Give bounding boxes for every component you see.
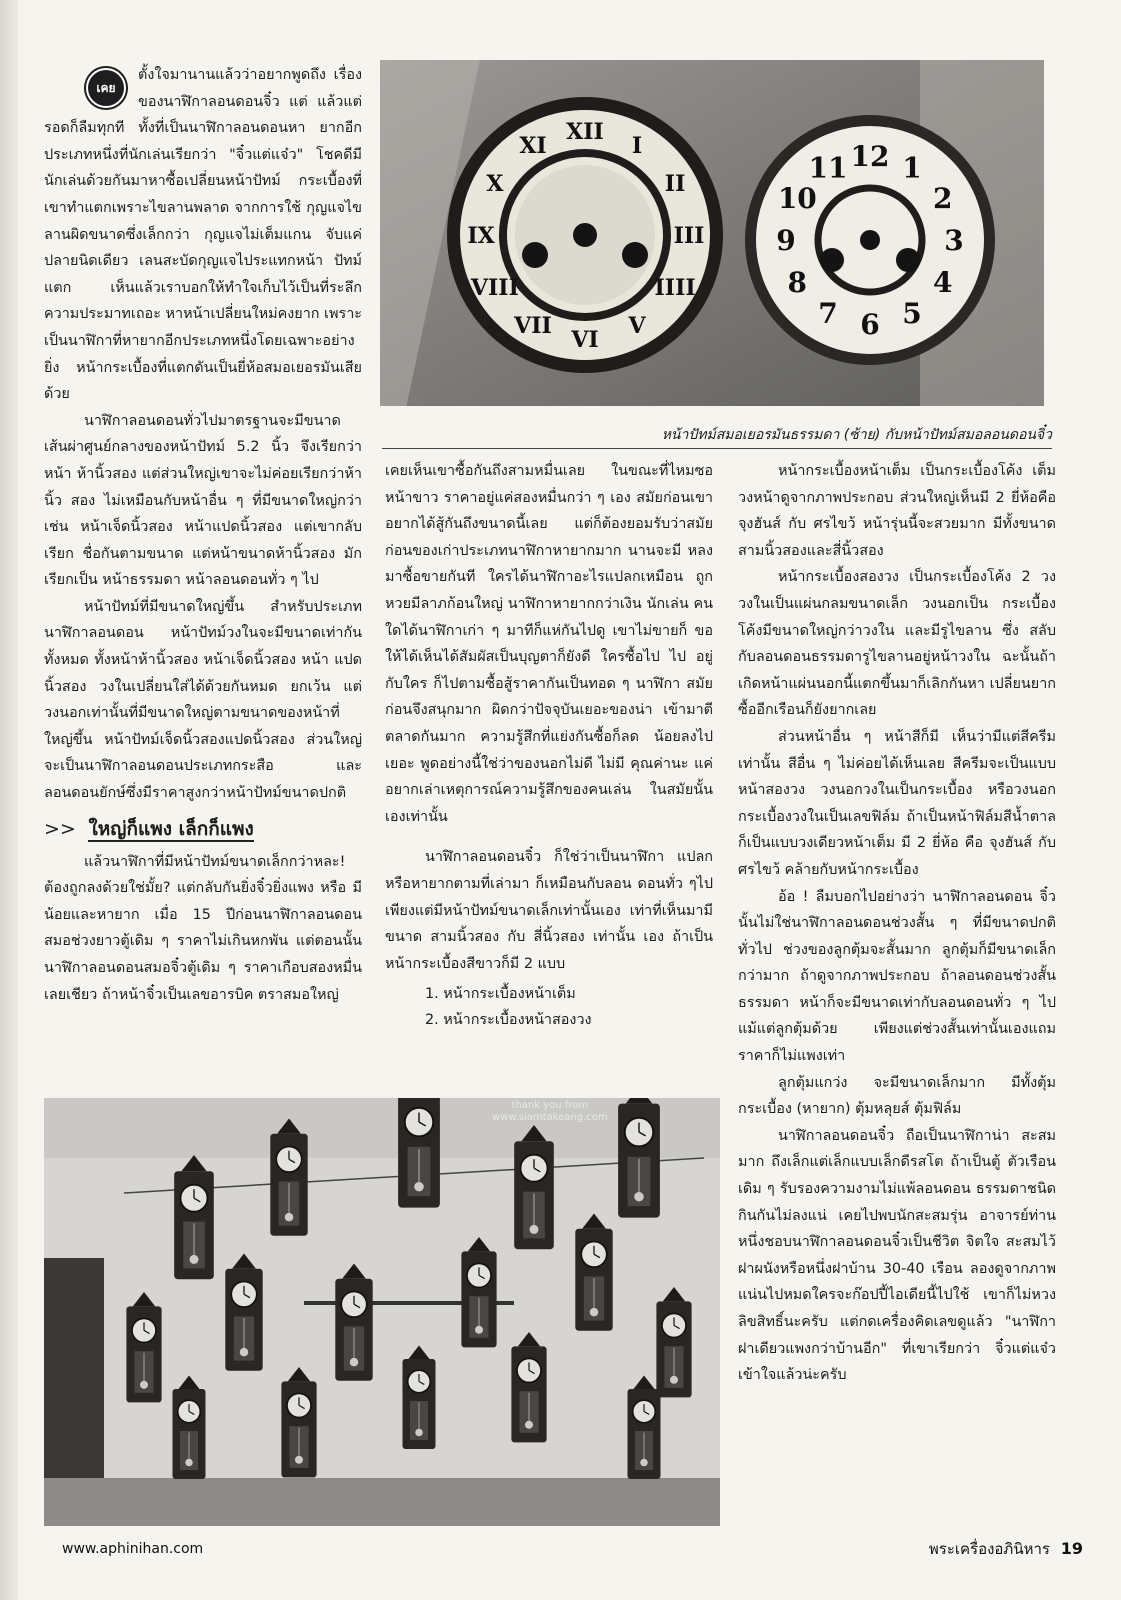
dial-numeral: 9 bbox=[776, 224, 796, 258]
col1-paragraph-3: หน้าปัทม์ที่มีขนาดใหญ่ขึ้น สำหรับประเภท นาฬิกาลอนดอน หน้าปัทม์วงในจะมีขนาดเท่ากัน ทั้งหมด ทั้งหน้าห้านิ้วสอง หน้าเจ็ดนิ้วสอง หน้า แปดนิ้วสอง วงในเปลี่ยนใส่ได้ด้วยกันหมด ยกเว้น แต่วงนอกเท่านั้นที่มีขนาดใหญ่ตามขนาดของหน้าที่ ใหญ่ขึ้น หน้าปัทม์เจ็ดนิ้วสองแปดนิ้วสอง ส่วนใหญ่ จะเป็นนาฬิกาลอนดอนประเภทกระสือ และ ลอนดอนยักษ์ซึ่งมีราคาสูงกว่าหน้าปัทม์ขนาดปกติ bbox=[44, 598, 362, 802]
wall-clock-icon bbox=[628, 1376, 661, 1480]
photo-watermark bbox=[492, 1100, 608, 1124]
column-1 bbox=[44, 62, 362, 1008]
col1-paragraph-4: แล้วนาฬิกาที่มีหน้าปัทม์ขนาดเล็กกว่าหละ! ต้องถูกลงด้วยใช่มั้ย? แต่กลับกันยิ่งจิ๋วยิ่งแพง หรือ มีน้อยและหายาก เมื่อ 15 ปีก่อนนาฬิกาลอนดอน สมอช่วงยาวตู้เดิม ๆ ราคาไม่เกินหกพัน แต่ตอนนั้น นาฬิกาลอนดอนสมอจิ๋วตู้เดิม ๆ ราคาเกือบสองหมื่น เลยเชียว ถ้าหน้าจิ๋วเป็นเลขอารบิค ตราสมอใหญ่ bbox=[44, 853, 362, 1003]
dial-numeral: 2 bbox=[932, 182, 953, 216]
col3-paragraph-1: หน้ากระเบื้องหน้าเต็ม เป็นกระเบื้องโค้ง เต็มวงหน้าดูจากภาพประกอบ ส่วนใหญ่เห็นมี 2 ยี่ห้อคือ จุงฮันส์ กับ ศรไขว้ หน้ารุ่นนี้จะสวยมาก มีทั้งขนาดสามนิ้วสองและสี่นิ้วสอง bbox=[738, 463, 1056, 559]
dial-numeral: 3 bbox=[944, 224, 964, 258]
figure-caption: หน้าปัทม์สมอเยอรมันธรรมดา (ซ้าย) กับหน้าปัทม์สมอลอนดอนจิ๋ว bbox=[382, 424, 1052, 449]
wall-clock-icon bbox=[270, 1119, 307, 1236]
footer-website: www.aphinihan.com bbox=[62, 1541, 204, 1557]
dial-types-list bbox=[425, 981, 713, 1033]
wall-clock-icon bbox=[511, 1332, 546, 1442]
dial-numeral: 10 bbox=[777, 182, 817, 216]
wall-clock-icon bbox=[225, 1254, 262, 1371]
dial-numeral: I bbox=[631, 132, 643, 159]
dial-numeral: II bbox=[664, 170, 686, 197]
col3-paragraph-5: ลูกตุ้มแกว่ง จะมีขนาดเล็กมาก มีทั้งตุ้ม กระเบื้อง (หายาก) ตุ้มหลุยส์ ตุ้มฟิล์ม bbox=[738, 1074, 1056, 1118]
subheading-arrow: >> bbox=[44, 817, 76, 840]
dial-numeral: 12 bbox=[850, 140, 890, 174]
dial-numeral: 6 bbox=[860, 308, 880, 342]
wall-clock-icon bbox=[575, 1214, 612, 1331]
wall-clock-icon bbox=[403, 1346, 436, 1450]
clock-dials-illustration bbox=[380, 60, 1044, 406]
col2-paragraph-2: นาฬิกาลอนดอนจิ๋ว ก็ใช่ว่าเป็นนาฬิกา แปลกหรือหายากตามที่เล่ามา ก็เหมือนกับลอน ดอนทั่ว ๆไป เพียงแต่มีหน้าปัทม์ขนาดเล็กเท่านั้นเอง เท่าที่เห็นมามีขนาด สามนิ้วสอง กับ สี่นิ้วสอง เท่านั้น เอง ถ้าเป็นหน้ากระเบื้องสีขาวก็มี 2 แบบ bbox=[385, 849, 713, 972]
wall-clock-icon bbox=[281, 1367, 316, 1477]
col2-paragraph-1: เคยเห็นเขาซื้อกันถึงสามหมื่นเลย ในขณะที่ไหมซอ หน้าขาว ราคาอยู่แค่สองหมื่นกว่า ๆ เอง สมัยก่อนเขา อยากได้สู้กันถึงขนาดนี้เลย แต่ก็ต้องยอมรับว่าสมัย ก่อนของเก่าประเภทนาฬิกาหายากมาก นานจะมี หลงมาซื้อขายกันที ใครได้นาฬิกาอะไรแปลกเหมือน ถูกหวยมีลาภก้อนใหญ่ นาฬิกาหายากกว่าเงิน นักเล่น คนใดได้นาฬิกาเก่า ๆ มาทีก็แห่กันไปดู เขาไม่ขายก็ ขอให้ได้เห็นได้สัมผัสเป็นบุญตาก็ยังดี ใครซื้อไป ไป อยู่กับใคร ก็ไปตามซื้อสู้ราคากันเป็นทอด ๆ นาฬิกา สมัยก่อนจึงสนุกมาก ผิดกว่าปัจจุบันเยอะของน่า เข้ามาตีตลาดกันมาก ความรู้สึกที่แย่งกันซื้อก็ลด น้อยลงไปเยอะ พูดอย่างนี้ใช่ว่าของนอกไม่ดี ไม่มี คุณค่านะ แค่อยากเล่าเหตุการณ์ความรู้สึกของคนเล่น ในสมัยนั้นเองเท่านั้น bbox=[385, 463, 713, 825]
list-item: 2. หน้ากระเบื้องหน้าสองวง bbox=[425, 1012, 592, 1029]
clock-wall-photo bbox=[44, 1098, 720, 1526]
wall-clock-icon bbox=[335, 1264, 372, 1381]
clock-dials-photo bbox=[380, 60, 1044, 406]
footer-magazine bbox=[929, 1537, 1083, 1561]
page-binding-edge bbox=[0, 0, 18, 1600]
clock-wall-illustration bbox=[44, 1098, 720, 1526]
dial-numeral: 7 bbox=[818, 296, 838, 330]
wall-clock-icon bbox=[398, 1098, 440, 1208]
dial-numeral: XII bbox=[566, 118, 604, 145]
watermark-line-2: www.siamtakeang.com bbox=[492, 1112, 608, 1123]
col3-paragraph-2: หน้ากระเบื้องสองวง เป็นกระเบื้องโค้ง 2 วง วงในเป็นแผ่นกลมขนาดเล็ก วงนอกเป็น กระเบื้องโค้งมีขนาดใหญ่กว่าวงใน และมีรูไขลาน ซึ่ง สลับกับลอนดอนธรรมดารูไขลานอยู่หน้าวงใน ฉะนั้นถ้าเกิดหน้าแผ่นนอกนี้แตกขึ้นมาก็เลิกกันหา เปลี่ยนยาก ซื้ออีกเรือนก็ยังยากเลย bbox=[738, 569, 1056, 719]
watermark-line-1: thank you from bbox=[511, 1100, 589, 1111]
dial-numeral: 11 bbox=[808, 151, 848, 185]
list-item: 1. หน้ากระเบื้องหน้าเต็ม bbox=[425, 986, 576, 1003]
dial-numeral: V bbox=[628, 313, 646, 339]
wall-clock-icon bbox=[656, 1287, 691, 1397]
col3-paragraph-4: อ้อ ! ลืมบอกไปอย่างว่า นาฬิกาลอนดอน จิ๋ว นั้นไม่ใช่นาฬิกาลอนดอนช่วงสั้น ๆ ที่มีขนาดปกติ ทั่วไป ช่วงของลูกตุ้มจะสั้นมาก ลูกตุ้มก็มีขนาดเล็ก กว่ามาก ถ้าดูจากภาพประกอบ ถ้าลอนดอนช่วงสั้น ธรรมดา หน้าก็จะมีขนาดเท่ากับลอนดอนทั่ว ๆ ไป แม้แต่ลูกตุ้มด้วย เพียงแต่ช่วงสั้นเท่านั้นเองแถม ราคาก็ไม่แพงเท่า bbox=[738, 888, 1056, 1065]
dial-numeral: III bbox=[673, 222, 705, 249]
dial-numeral: IIII bbox=[654, 274, 696, 301]
wall-clock-icon bbox=[514, 1125, 554, 1249]
col3-paragraph-3: ส่วนหน้าอื่น ๆ หน้าสีก็มี เห็นว่ามีแต่สีครีม เท่านั้น สีอื่น ๆ ไม่ค่อยได้เห็นเลย สีครีมจะเป็นแบบ หน้าสองวง วงนอกวงในเป็นกระเบื้อง หรือวงนอก กระเบื้องวงในเป็นเลขฟิล์ม ถ้าเป็นหน้าฟิล์มสีน้ำตาล ก็เป็นแบบวงเดียวหน้าเต็ม มี 2 ยี่ห้อ คือ จุงฮันส์ กับ ศรไขว้ คล้ายกับหน้ากระเบื้อง bbox=[738, 728, 1056, 878]
col1-paragraph-2: นาฬิกาลอนดอนทั่วไปมาตรฐานจะมีขนาด เส้นผ่าศูนย์กลางของหน้าปัทม์ 5.2 นิ้ว จึงเรียกว่าหน้า ห้านิ้วสอง แต่ส่วนใหญ่เขาจะไม่ค่อยเรียกว่าห้านิ้ว สอง ไม่เหมือนกับหน้าอื่น ๆ ที่มีขนาดใหญ่กว่า เช่น หน้าเจ็ดนิ้วสอง หน้าแปดนิ้วสอง แต่เขากลับเรียก ชื่อกันตามขนาด แต่หน้าขนาดห้านิ้วสอง มักเรียกเป็น หน้าธรรมดา หน้าลอนดอนทั่ว ๆ ไป bbox=[44, 412, 362, 589]
wall-clock-icon bbox=[126, 1292, 161, 1402]
dial-numeral: 1 bbox=[902, 151, 922, 185]
wall-clock-icon bbox=[173, 1376, 206, 1480]
dial-numeral: 8 bbox=[787, 266, 808, 300]
wall-clock-icon bbox=[461, 1237, 496, 1347]
wall-clock-icon bbox=[618, 1098, 660, 1218]
dial-numeral: VIII bbox=[470, 274, 519, 301]
dial-numeral: 5 bbox=[902, 296, 922, 330]
column-3 bbox=[738, 458, 1056, 1389]
col3-paragraph-6: นาฬิกาลอนดอนจิ๋ว ถือเป็นนาฬิกาน่า สะสมมาก ถึงเล็กแต่เล็กแบบเล็กดีรสโต ถ้าเป็นตู้ ตัวเรือนเดิม ๆ รับรองความงามไม่แพ้ลอนดอน ธรรมดาชนิดกินกันไม่ลงแน่ เคยไปพบนักสะสมรุ่น อาจารย์ท่านหนึ่งชอบนาฬิกาลอนดอนจิ๋วเป็นชีวิต จิตใจ สะสมไว้ฝาผนังหรือหนึ่งฝาบ้าน 30-40 เรือน ลองดูจากภาพแน่นไปหมดใครจะก๊อปปี้ไอเดียนี้ไปใช้ เขาก็ไม่หวงลิขสิทธิ์นะครับ แต่กดเครื่องคิดเลขดูแล้ว "นาฬิกาฝาเดียวแพงกว่าบ้านอีก" ที่เขาเรียกว่า จิ๋วแต่แจ๋วเข้าใจแล้วน่ะครับ bbox=[738, 1127, 1056, 1384]
wall-clock-icon bbox=[174, 1155, 214, 1279]
dial-numeral: X bbox=[486, 170, 504, 197]
column-2 bbox=[385, 458, 713, 1033]
dial-numeral: VII bbox=[514, 313, 552, 339]
dial-numeral: 4 bbox=[932, 266, 953, 300]
dial-numeral: IX bbox=[467, 222, 495, 249]
subheading-text: ใหญ่ก็แพง เล็กก็แพง bbox=[88, 817, 254, 840]
col1-paragraph-1: ตั้งใจมานานแล้วว่าอยากพูดถึง เรื่องของนาฬิกาลอนดอนจิ๋ว แต่ แล้วแต่รอดก็ลืมทุกที ทั้งที่เป็นนาฬิกาลอนดอนหา ยากอีกประเภทหนึ่งที่นักเล่นเรียกว่า "จิ๋วแต่แจ๋ว" โชคดีมีนักเล่นด้วยกันมาหาซื้อเปลี่ยนหน้าปัทม์ กระเบื้องที่เขาทำแตกเพราะไขลานพลาด จากการใช้ กุญแจไขลานผิดขนาดซึ่งเล็กกว่า กุญแจไม่เต็มแกน จับแค่ปลายนิดเดียว เลนสะบัดกุญแจไประแทกหน้า ปัทม์แตก เห็นแล้วเราบอกให้ทำใจเก็บไว้เป็นที่ระลึก ความประมาทเถอะ หาหน้าเปลี่ยนใหม่คงยาก เพราะ เป็นนาฬิกาที่หายากอีกประเภทหนึ่งโดยเฉพาะอย่างยิ่ง หน้ากระเบื้องที่แตกดันเป็นยี่ห้อสมอเยอรมันเสียด้วย bbox=[44, 67, 363, 403]
dial-numeral: XI bbox=[519, 132, 547, 159]
page-number: 19 bbox=[1060, 1539, 1083, 1558]
magazine-name: พระเครื่องอภินิหาร bbox=[928, 1540, 1050, 1558]
dial-numeral: VI bbox=[571, 326, 599, 353]
subheading bbox=[44, 815, 362, 843]
drop-badge-icon: เคย bbox=[86, 68, 126, 108]
